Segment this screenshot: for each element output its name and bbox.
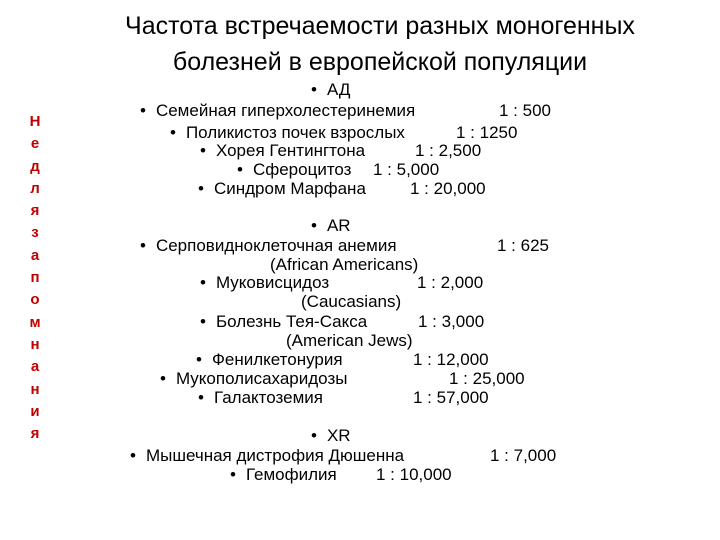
- side-label-letter: н: [30, 335, 40, 353]
- side-label-letter: Н: [29, 113, 41, 130]
- ar-item-1: • Серповидноклеточная анемия: [140, 236, 397, 255]
- side-label-letter: н: [30, 380, 40, 398]
- ad-item-2: • Поликистоз почек взрослых: [170, 123, 405, 142]
- side-label-letter: е: [30, 135, 40, 153]
- side-label-letter: и: [30, 402, 40, 420]
- side-label-letter: п: [30, 269, 40, 287]
- side-label-letter: о: [30, 291, 40, 309]
- side-label-letter: л: [30, 179, 40, 197]
- ar-heading: • AR: [311, 216, 351, 235]
- ar-item-1-note: (African Americans): [270, 255, 419, 274]
- ad-item-3-freq: 1 : 2,500: [415, 141, 482, 160]
- side-label-letter: а: [30, 358, 40, 376]
- xr-heading: • XR: [311, 426, 351, 445]
- ad-item-4: • Сфероцитоз: [237, 160, 352, 179]
- ad-item-5-freq: 1 : 20,000: [410, 179, 486, 198]
- ad-item-1: • Семейная гиперхолестеринемия: [140, 101, 416, 120]
- ad-item-3: • Хорея Гентингтона: [200, 141, 366, 160]
- ad-heading: • АД: [311, 80, 351, 99]
- ad-item-1-freq: 1 : 500: [499, 101, 551, 120]
- xr-item-2: • Гемофилия: [230, 465, 337, 484]
- ar-item-4: • Фенилкетонурия: [196, 350, 343, 369]
- ar-item-3-note: (American Jews): [286, 331, 413, 350]
- title-line-2: болезней в европейской популяции: [172, 48, 588, 76]
- ar-item-2-freq: 1 : 2,000: [417, 273, 484, 292]
- ar-item-2: • Муковисцидоз: [200, 273, 330, 292]
- title-line-1: Частота встречаемости разных моногенных: [125, 12, 635, 40]
- ar-item-3-freq: 1 : 3,000: [418, 312, 485, 331]
- xr-item-1-freq: 1 : 7,000: [490, 446, 557, 465]
- ar-item-3: • Болезнь Тея-Сакса: [200, 312, 368, 331]
- ar-item-5: • Мукополисахаридозы: [160, 369, 348, 388]
- side-label-letter: я: [30, 202, 40, 220]
- page-title: [60, 8, 700, 80]
- xr-item-2-freq: 1 : 10,000: [376, 465, 452, 484]
- xr-item-1: • Мышечная дистрофия Дюшенна: [130, 446, 405, 465]
- side-label-letter: я: [30, 425, 40, 443]
- ar-item-6-freq: 1 : 57,000: [413, 388, 489, 407]
- side-label-letter: д: [30, 157, 40, 175]
- side-label-letter: а: [30, 246, 40, 264]
- ar-item-6: • Галактоземия: [198, 388, 323, 407]
- ad-item-5: • Синдром Марфана: [198, 179, 366, 198]
- ar-item-5-freq: 1 : 25,000: [449, 369, 525, 388]
- ad-item-2-freq: 1 : 1250: [456, 123, 518, 142]
- ar-item-2-note: (Caucasians): [301, 292, 402, 311]
- side-label-letter: з: [31, 224, 39, 242]
- side-label-letter: м: [29, 313, 41, 331]
- vertical-side-label: [27, 111, 43, 445]
- ad-item-4-freq: 1 : 5,000: [373, 160, 440, 179]
- ar-item-1-freq: 1 : 625: [497, 236, 549, 255]
- ar-item-4-freq: 1 : 12,000: [413, 350, 489, 369]
